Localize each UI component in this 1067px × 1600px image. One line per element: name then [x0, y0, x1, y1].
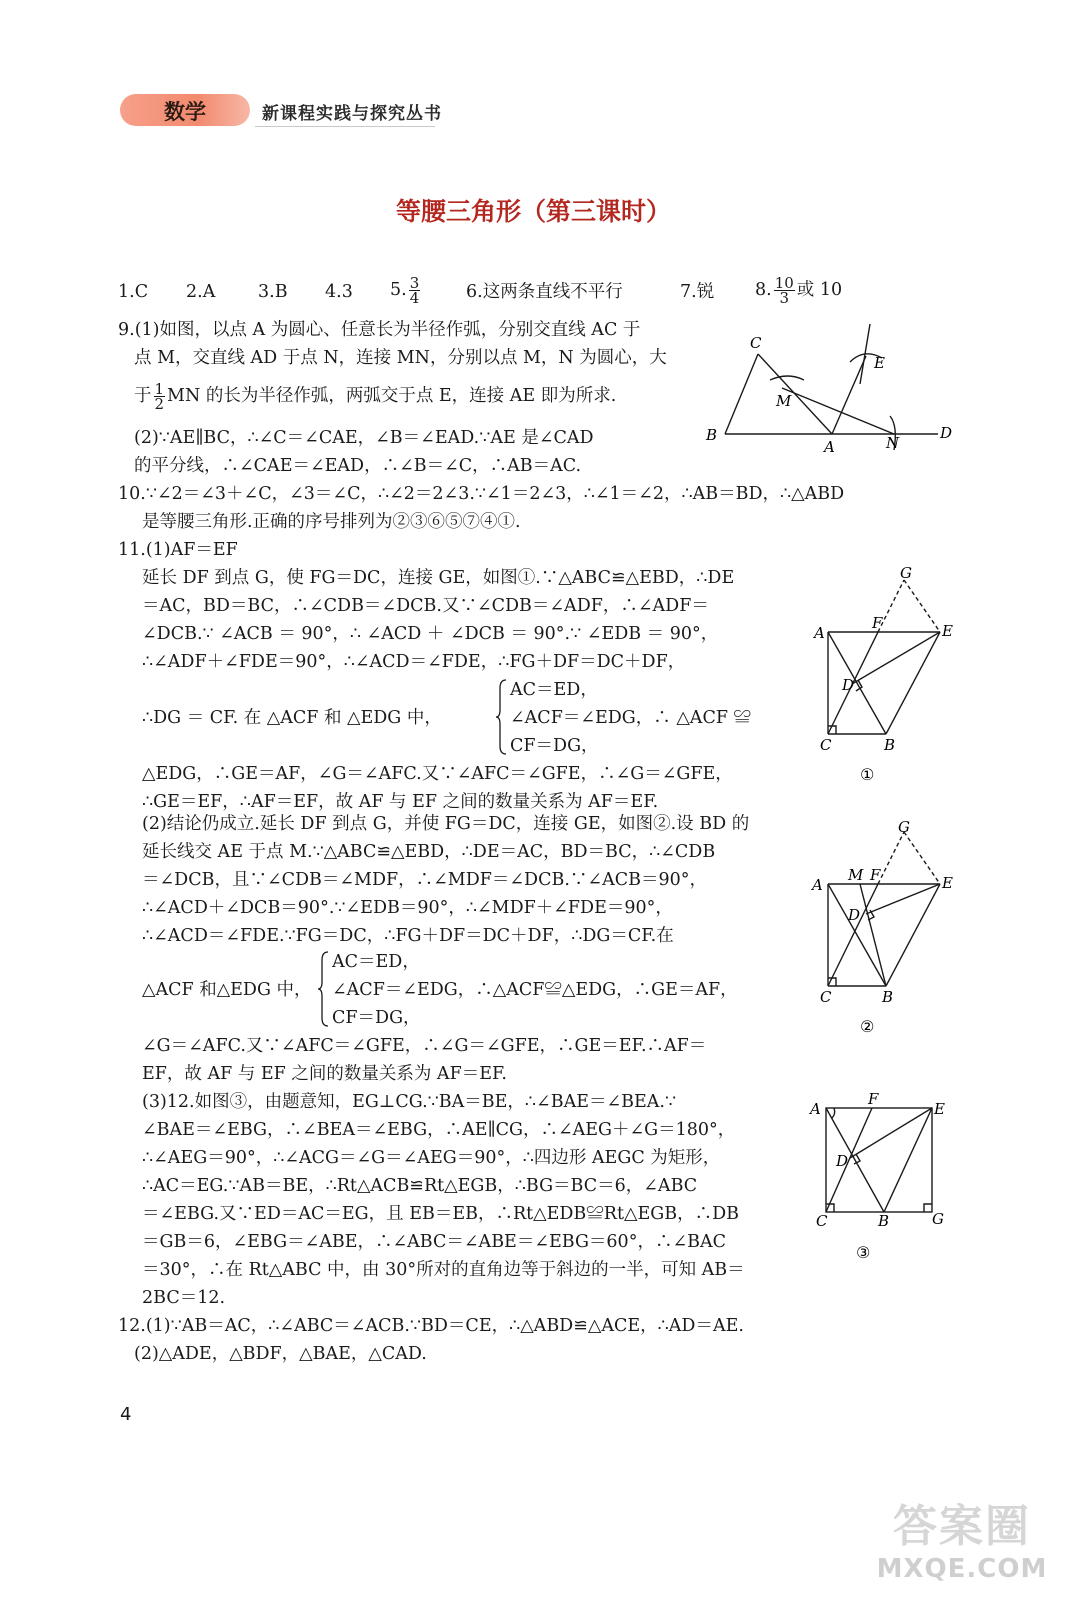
q11-line-1: 11.(1)AF＝EF [118, 540, 238, 560]
fig3-be [884, 1108, 932, 1212]
q11-line-9: 延长线交 AE 于点 M.∵△ABC≌△EBD，∴DE＝AC，BD＝BC，∴∠CDB [142, 842, 716, 862]
q11-line-14: EF，故 AF 与 EF 之间的数量关系为 AF＝EF. [142, 1064, 507, 1084]
fig2-label-f: F [870, 866, 881, 884]
q11-line-6: △EDG，∴GE＝AF，∠G＝∠AFC.又∵∠AFC＝∠GFE，∴∠G＝∠GFE， [142, 764, 733, 784]
watermark-bottom: MXQE.COM [876, 1554, 1048, 1584]
fig3-ab [826, 1108, 884, 1212]
fig2-label-c: C [820, 988, 832, 1006]
fig1-label-a: A [814, 624, 825, 642]
q11-line-15: (3)12.如图③，由题意知，EG⊥CG.∵BA＝BE，∴∠BAE＝∠BEA.∵ [142, 1092, 677, 1112]
fig3-label-a: A [810, 1100, 821, 1118]
answer-3: 3.B [258, 282, 288, 302]
q11-line-8: (2)结论仍成立.延长 DF 到点 G，并使 FG＝DC，连接 GE，如图②.设 BD 的 [142, 814, 750, 834]
q11-brace2-pre: △ACF 和△EDG 中， [142, 980, 312, 1000]
fig2-label-m: M [848, 866, 864, 884]
q11-line-16: ∠BAE＝∠EBG，∴∠BEA＝∠EBG，∴AE∥CG，∴∠AEG＋∠G＝180°， [142, 1120, 736, 1140]
q9-line-3 [134, 376, 616, 416]
q11-line-22: 2BC＝12. [142, 1288, 226, 1308]
fig1-label-f: F [872, 614, 883, 632]
fig2-label-a: A [812, 876, 823, 894]
fig2-de [866, 884, 940, 914]
q10-line-2: 是等腰三角形.正确的序号排列为②③⑥⑤⑦④①. [142, 512, 521, 532]
figure-1 [808, 566, 968, 788]
page-title: 等腰三角形（第三课时） [395, 197, 671, 226]
q11-brace1-symbol [496, 678, 508, 756]
answer-4: 4.3 [325, 282, 353, 302]
watermark-top: 答案圈 [893, 1501, 1031, 1552]
q11-line-12: ∴∠ACD＝∠FDE.∵FG＝DC，∴FG＋DF＝DC＋DF，∴DG＝CF.在 [142, 926, 674, 946]
answer-7: 7.锐 [680, 282, 715, 302]
q9-half-denominator: 2 [154, 395, 165, 413]
fig2-cf [828, 884, 878, 986]
fig2-label-e: E [942, 874, 953, 892]
fig3-right-angle-g [924, 1204, 932, 1212]
fig2-fg [878, 832, 904, 884]
q9-half-fraction [154, 382, 166, 411]
q11-line-7: ∴GE＝EF，∴AF＝EF，故 AF 与 EF 之间的数量关系为 AF＝EF. [142, 792, 659, 812]
fig1-label-e: E [942, 622, 953, 640]
q9-line-2: 点 M，交直线 AD 于点 N，连接 MN，分别以点 M，N 为圆心，大 [134, 348, 667, 368]
q11-brace1-row-1: AC＝ED， [510, 680, 598, 700]
q9-label-c: C [750, 334, 762, 352]
q12-line-1: 12.(1)∵AB＝AC，∴∠ABC＝∠ACB.∵BD＝CE，∴△ABD≌△ACE，∴AD＝AE. [118, 1316, 744, 1336]
answer-8-fraction [774, 276, 795, 305]
q11-brace2-symbol [318, 950, 330, 1028]
figure-2 [808, 818, 968, 1040]
fig2-label-d: D [848, 906, 861, 924]
q11-brace2-row-2: ∠ACF＝∠EDG，∴△ACF≌△EDG，∴GE＝AF， [332, 980, 738, 1000]
q11-brace2-row-3: CF＝DG， [332, 1008, 421, 1028]
q11-line-13: ∠G＝∠AFC.又∵∠AFC＝∠GFE，∴∠G＝∠GFE，∴GE＝EF.∴AF＝ [142, 1036, 707, 1056]
q11-line-21: ＝30°，∴在 Rt△ABC 中，由 30°所对的直角边等于斜边的一半，可知 AB＝ [142, 1260, 745, 1280]
answer-8-tail: 或 10 [796, 280, 843, 300]
q9-line-ae [832, 356, 866, 434]
fig1-caption: ① [860, 765, 875, 784]
q11-line-11: ∴∠ACD＋∠DCB＝90°.∵∠EDB＝90°，∴∠MDF＋∠FDE＝90°， [142, 898, 673, 918]
answer-6: 6.这两条直线不平行 [466, 282, 623, 302]
q9-line-4: (2)∵AE∥BC，∴∠C＝∠CAE，∠B＝∠EAD.∵AE 是∠CAD [134, 428, 594, 448]
q11-line-20: ＝GB＝6，∠EBG＝∠ABE，∴∠ABC＝∠ABE＝∠EBG＝60°，∴∠BAC [142, 1232, 726, 1252]
q9-line-3-post: MN 的长为半径作弧，两弧交于点 E，连接 AE 即为所求. [167, 386, 617, 406]
watermark [872, 1490, 1052, 1584]
page-number: 4 [120, 1404, 132, 1425]
q11-line-18: ∴AC＝EG.∵AB＝BE，∴Rt△ACB≌Rt△EGB，∴BG＝BC＝6，∠ABC [142, 1176, 698, 1196]
figure-3 [806, 1090, 966, 1270]
q11-line-2: 延长 DF 到点 G，使 FG＝DC，连接 GE，如图①.∵△ABC≌△EBD，∴DE [142, 568, 735, 588]
q9-figure [700, 318, 970, 460]
q11-line-10: ＝∠DCB，且∵∠CDB＝∠MDF，∴∠MDF＝∠DCB.∵∠ACB＝90°， [142, 870, 707, 890]
q9-label-m: M [776, 392, 792, 410]
q11-line-17: ∴∠AEG＝90°，∴∠ACG＝∠G＝∠AEG＝90°，∴四边形 AEGC 为矩形， [142, 1148, 721, 1168]
fig3-cf [826, 1108, 872, 1212]
fig1-label-b: B [884, 736, 896, 754]
q9-line-bc [725, 354, 758, 434]
answer-5-label: 5. [390, 280, 407, 300]
fig3-label-d: D [836, 1152, 849, 1170]
q9-label-d: D [940, 424, 953, 442]
q9-label-a: A [824, 438, 835, 456]
q11-brace1-pre: ∴DG ＝ CF. 在 △ACF 和 △EDG 中， [142, 708, 442, 728]
q9-label-e: E [874, 354, 885, 372]
q12-line-2: (2)△ADE，△BDF，△BAE，△CAD. [134, 1344, 427, 1364]
answer-5-fraction [409, 276, 421, 305]
fig1-ge [904, 580, 940, 632]
fig3-angle-a [832, 1108, 835, 1118]
q9-half-numerator: 1 [154, 380, 165, 398]
fig2-ab [828, 884, 886, 986]
fig3-label-g: G [932, 1210, 944, 1228]
fig2-bm [860, 884, 886, 986]
q9-label-b: B [706, 426, 718, 444]
q9-line-3-pre: 于 [134, 386, 152, 406]
q11-brace1-row-3: CF＝DG， [510, 736, 599, 756]
answer-1: 1.C [118, 282, 149, 302]
answer-8-denominator: 3 [779, 289, 790, 307]
answer-5-denominator: 4 [409, 289, 420, 307]
q10-line-1: 10.∵∠2＝∠3＋∠C，∠3＝∠C，∴∠2＝2∠3.∵∠1＝2∠3，∴∠1＝∠2，∴AB＝BD，∴△ABD [118, 484, 845, 504]
answer-8 [755, 270, 842, 310]
fig3-label-c: C [816, 1212, 828, 1230]
header-rule [255, 126, 435, 127]
fig1-label-d: D [842, 676, 855, 694]
fig3-label-b: B [878, 1212, 890, 1230]
fig2-ge [904, 832, 940, 884]
q11-brace1-row-2: ∠ACF＝∠EDG，∴ △ACF ≌ [510, 708, 752, 728]
q11-brace2-row-1: AC＝ED， [332, 952, 420, 972]
q11-line-3: ＝AC，BD＝BC，∴∠CDB＝∠DCB.又∵∠CDB＝∠ADF，∴∠ADF＝ [142, 596, 709, 616]
q9-label-n: N [886, 434, 900, 452]
fig2-be [886, 884, 940, 986]
q11-line-4: ∠DCB.∵ ∠ACB ＝ 90°，∴ ∠ACD ＋ ∠DCB ＝ 90°.∵ ∠EDB ＝ 90°， [142, 624, 719, 644]
fig1-label-g: G [900, 566, 912, 582]
fig1-label-c: C [820, 736, 832, 754]
answer-2: 2.A [186, 282, 216, 302]
header-subject: 数学 [164, 100, 206, 124]
fig3-label-f: F [868, 1090, 879, 1108]
q9-arc-m [770, 376, 804, 380]
answer-8-label: 8. [755, 280, 772, 300]
fig2-caption: ② [860, 1017, 875, 1036]
q9-line-5: 的平分线，∴∠CAE＝∠EAD，∴∠B＝∠C，∴AB＝AC. [134, 456, 582, 476]
q9-line-1: 9.(1)如图，以点 A 为圆心、任意长为半径作弧，分别交直线 AC 于 [118, 320, 641, 340]
fig2-label-g: G [898, 818, 910, 836]
q9-line-mn [782, 388, 894, 434]
header-series-title: 新课程实践与探究丛书 [262, 104, 442, 124]
answer-8-numerator: 10 [774, 274, 794, 292]
fig3-label-e: E [934, 1100, 945, 1118]
answer-5 [390, 270, 422, 310]
fig1-ab [828, 632, 886, 734]
fig2-label-b: B [882, 988, 894, 1006]
q11-line-5: ∴∠ADF＋∠FDE＝90°，∴∠ACD＝∠FDE，∴FG＋DF＝DC＋DF， [142, 652, 686, 672]
q11-line-19: ＝∠EBG.又∵ED＝AC＝EG，且 EB＝EB，∴Rt△EDB≌Rt△EGB，∴DB [142, 1204, 739, 1224]
answer-5-numerator: 3 [409, 274, 420, 292]
fig3-caption: ③ [856, 1243, 871, 1262]
